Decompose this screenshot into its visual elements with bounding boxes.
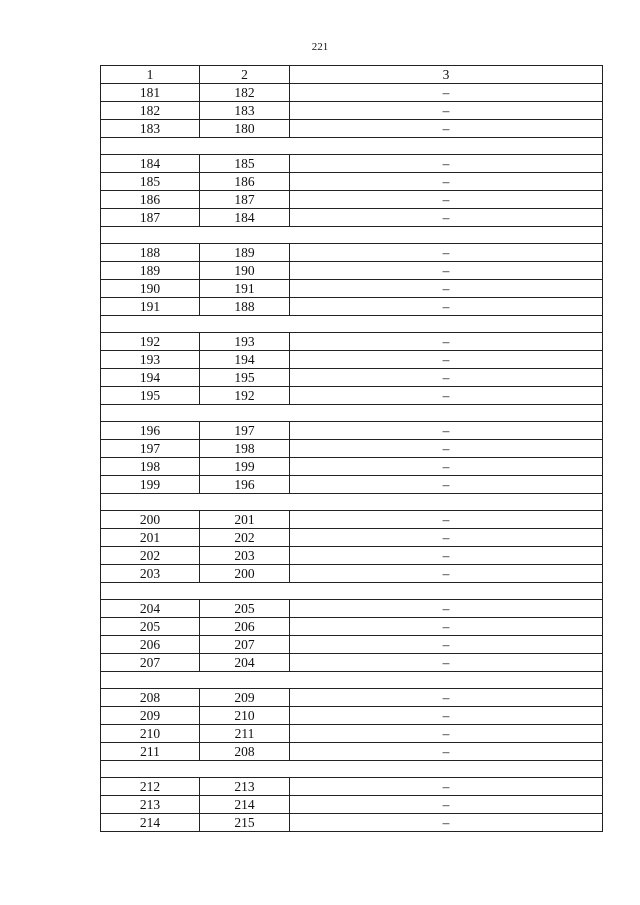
table-cell-col-2: 193 <box>200 333 290 351</box>
table-cell-col-1: 214 <box>101 814 200 832</box>
separator-cell <box>101 316 603 333</box>
table-cell-col-2: 197 <box>200 422 290 440</box>
table-cell-col-1: 189 <box>101 262 200 280</box>
table-cell-col-2: 211 <box>200 725 290 743</box>
table-row <box>101 280 603 298</box>
table-cell-col-3: – <box>290 209 603 227</box>
table-row <box>101 298 603 316</box>
table-cell-col-3: – <box>290 351 603 369</box>
table-cell-col-1: 210 <box>101 725 200 743</box>
table-cell-col-3: – <box>290 440 603 458</box>
table-cell-col-2: 192 <box>200 387 290 405</box>
table-row <box>101 102 603 120</box>
table-row <box>101 262 603 280</box>
table-cell-col-1: 200 <box>101 511 200 529</box>
group-separator-row <box>101 761 603 778</box>
table-cell-col-2: 189 <box>200 244 290 262</box>
table-cell-col-2: 203 <box>200 547 290 565</box>
table-row <box>101 725 603 743</box>
table-row <box>101 636 603 654</box>
table-cell-col-1: 182 <box>101 102 200 120</box>
table-row <box>101 547 603 565</box>
table-row <box>101 618 603 636</box>
table-cell-col-2: 183 <box>200 102 290 120</box>
table-cell-col-2: 187 <box>200 191 290 209</box>
table-cell-col-3: – <box>290 422 603 440</box>
table-row <box>101 191 603 209</box>
table-row <box>101 244 603 262</box>
separator-cell <box>101 494 603 511</box>
table-cell-col-3: – <box>290 511 603 529</box>
table-cell-col-2: 200 <box>200 565 290 583</box>
table-cell-col-1: 186 <box>101 191 200 209</box>
header-row <box>101 66 603 84</box>
table-cell-col-3: – <box>290 280 603 298</box>
table-cell-col-3: – <box>290 458 603 476</box>
table-cell-col-1: 204 <box>101 600 200 618</box>
table-cell-col-3: – <box>290 298 603 316</box>
table-cell-col-1: 196 <box>101 422 200 440</box>
table-cell-col-3: – <box>290 547 603 565</box>
group-separator-row <box>101 672 603 689</box>
table-row <box>101 333 603 351</box>
table-cell-col-1: 211 <box>101 743 200 761</box>
table-cell-col-3: – <box>290 529 603 547</box>
table-row <box>101 511 603 529</box>
table-cell-col-1: 212 <box>101 778 200 796</box>
table-cell-col-3: – <box>290 565 603 583</box>
table-row <box>101 707 603 725</box>
separator-cell <box>101 138 603 155</box>
table-cell-col-1: 209 <box>101 707 200 725</box>
table-cell-col-3: – <box>290 600 603 618</box>
table-cell-col-2: 210 <box>200 707 290 725</box>
table-row <box>101 84 603 102</box>
table-cell-col-3: – <box>290 155 603 173</box>
table-cell-col-2: 215 <box>200 814 290 832</box>
table-cell-col-2: 185 <box>200 155 290 173</box>
table-row <box>101 600 603 618</box>
table-row <box>101 209 603 227</box>
group-separator-row <box>101 138 603 155</box>
table-cell-col-3: – <box>290 618 603 636</box>
table-cell-col-1: 193 <box>101 351 200 369</box>
table-cell-col-3: – <box>290 173 603 191</box>
table-row <box>101 173 603 191</box>
table-row <box>101 743 603 761</box>
table-cell-col-1: 198 <box>101 458 200 476</box>
separator-cell <box>101 405 603 422</box>
table-cell-col-3: – <box>290 814 603 832</box>
table-cell-col-1: 188 <box>101 244 200 262</box>
group-separator-row <box>101 316 603 333</box>
group-separator-row <box>101 227 603 244</box>
table-cell-col-1: 203 <box>101 565 200 583</box>
table-cell-col-3: – <box>290 120 603 138</box>
table-row <box>101 796 603 814</box>
table-cell-col-3: – <box>290 102 603 120</box>
table-cell-col-1: 195 <box>101 387 200 405</box>
table-cell-col-3: – <box>290 636 603 654</box>
table-cell-col-2: 208 <box>200 743 290 761</box>
group-separator-row <box>101 494 603 511</box>
table-cell-col-1: 197 <box>101 440 200 458</box>
table-cell-col-2: 194 <box>200 351 290 369</box>
table-row <box>101 778 603 796</box>
table-row <box>101 155 603 173</box>
group-separator-row <box>101 405 603 422</box>
table-cell-col-1: 187 <box>101 209 200 227</box>
table-row <box>101 369 603 387</box>
table-cell-col-3: – <box>290 654 603 672</box>
table-cell-col-2: 205 <box>200 600 290 618</box>
header-cell-1: 1 <box>101 66 200 84</box>
table-row <box>101 654 603 672</box>
table-cell-col-3: – <box>290 743 603 761</box>
table-cell-col-2: 214 <box>200 796 290 814</box>
table-cell-col-2: 184 <box>200 209 290 227</box>
table-cell-col-3: – <box>290 707 603 725</box>
table-cell-col-3: – <box>290 796 603 814</box>
table-row <box>101 458 603 476</box>
group-separator-row <box>101 583 603 600</box>
table-cell-col-1: 208 <box>101 689 200 707</box>
table-cell-col-2: 204 <box>200 654 290 672</box>
table-cell-col-1: 206 <box>101 636 200 654</box>
table-cell-col-1: 183 <box>101 120 200 138</box>
table-cell-col-1: 205 <box>101 618 200 636</box>
table-row <box>101 351 603 369</box>
table-cell-col-1: 191 <box>101 298 200 316</box>
table-row <box>101 387 603 405</box>
table-cell-col-1: 199 <box>101 476 200 494</box>
table-cell-col-1: 190 <box>101 280 200 298</box>
table-body <box>101 66 603 832</box>
table-cell-col-2: 182 <box>200 84 290 102</box>
table-cell-col-1: 194 <box>101 369 200 387</box>
table-cell-col-2: 186 <box>200 173 290 191</box>
table-cell-col-2: 196 <box>200 476 290 494</box>
table-cell-col-2: 201 <box>200 511 290 529</box>
table-row <box>101 440 603 458</box>
table-cell-col-3: – <box>290 191 603 209</box>
table-cell-col-3: – <box>290 725 603 743</box>
table-row <box>101 422 603 440</box>
table-cell-col-2: 206 <box>200 618 290 636</box>
table-cell-col-1: 202 <box>101 547 200 565</box>
table-cell-col-3: – <box>290 333 603 351</box>
separator-cell <box>101 227 603 244</box>
table-cell-col-1: 207 <box>101 654 200 672</box>
table-row <box>101 814 603 832</box>
table-row <box>101 476 603 494</box>
table-cell-col-1: 213 <box>101 796 200 814</box>
table-cell-col-2: 188 <box>200 298 290 316</box>
table-cell-col-3: – <box>290 476 603 494</box>
table-row <box>101 120 603 138</box>
table-cell-col-2: 191 <box>200 280 290 298</box>
table-cell-col-3: – <box>290 84 603 102</box>
table-cell-col-2: 195 <box>200 369 290 387</box>
table-row <box>101 565 603 583</box>
table-cell-col-3: – <box>290 244 603 262</box>
table-cell-col-1: 201 <box>101 529 200 547</box>
table-cell-col-3: – <box>290 689 603 707</box>
table-cell-col-3: – <box>290 778 603 796</box>
table-cell-col-2: 199 <box>200 458 290 476</box>
table-cell-col-2: 190 <box>200 262 290 280</box>
table-cell-col-2: 202 <box>200 529 290 547</box>
separator-cell <box>101 761 603 778</box>
table-cell-col-2: 207 <box>200 636 290 654</box>
table-cell-col-1: 184 <box>101 155 200 173</box>
table-cell-col-2: 209 <box>200 689 290 707</box>
table-cell-col-1: 185 <box>101 173 200 191</box>
table-cell-col-3: – <box>290 262 603 280</box>
table-row <box>101 689 603 707</box>
data-table <box>100 65 603 832</box>
separator-cell <box>101 672 603 689</box>
header-cell-2: 2 <box>200 66 290 84</box>
table-cell-col-3: – <box>290 387 603 405</box>
table-cell-col-2: 198 <box>200 440 290 458</box>
table-cell-col-2: 180 <box>200 120 290 138</box>
separator-cell <box>101 583 603 600</box>
table-cell-col-1: 181 <box>101 84 200 102</box>
page-number: 221 <box>311 41 329 53</box>
table-cell-col-1: 192 <box>101 333 200 351</box>
table-row <box>101 529 603 547</box>
header-cell-3: 3 <box>290 66 603 84</box>
table-cell-col-3: – <box>290 369 603 387</box>
table-cell-col-2: 213 <box>200 778 290 796</box>
